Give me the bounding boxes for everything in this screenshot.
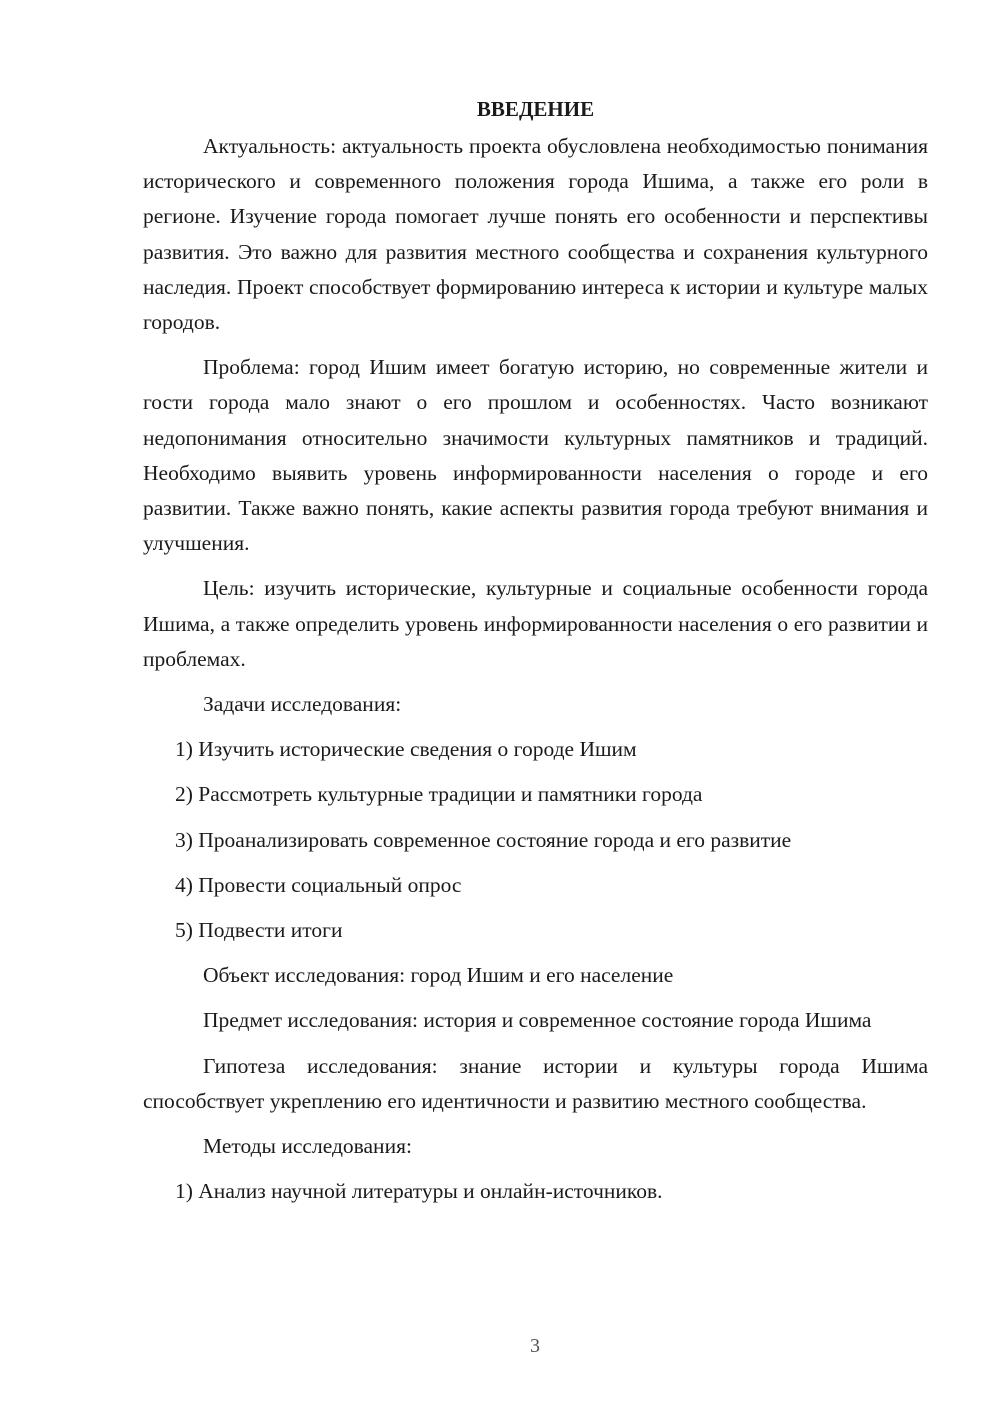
- document-page: [143, 92, 928, 1219]
- subject-paragraph: Предмет исследования: история и современное состояние города Ишима: [203, 1008, 872, 1033]
- relevance-paragraph: Актуальность: актуальность проекта обусловлена необходимостью понимания исторического и современного положения города Ишима, а также его роли в регионе. Изучение города помогает лучше понять его особенности и перспективы развития. Это важно для развития местного сообщества и сохранения культурного наследия. Проект способствует формированию интереса к истории и культуре малых городов.: [143, 134, 928, 335]
- section-heading: ВВЕДЕНИЕ: [476, 97, 595, 121]
- hypothesis-paragraph: Гипотеза исследования: знание истории и культуры города Ишима способствует укреплению его идентичности и развитию местного сообщества.: [143, 1053, 928, 1113]
- task-item-1: 1) Изучить исторические сведения о городе Ишим: [175, 737, 637, 762]
- tasks-heading: Задачи исследования:: [203, 692, 402, 717]
- object-paragraph: Объект исследования: город Ишим и его население: [203, 963, 674, 988]
- methods-heading: Методы исследования:: [203, 1134, 412, 1159]
- page-number: 3: [530, 1335, 540, 1357]
- task-item-2: 2) Рассмотреть культурные традиции и памятники города: [175, 782, 703, 807]
- task-item-5: 5) Подвести итоги: [175, 918, 343, 943]
- task-item-3: 3) Проанализировать современное состояние города и его развитие: [175, 827, 792, 852]
- task-item-4: 4) Провести социальный опрос: [175, 872, 462, 897]
- problem-paragraph: Проблема: город Ишим имеет богатую историю, но современные жители и гости города мало знают о его прошлом и особенностях. Часто возникают недопонимания относительно значимости культурных памятников и традиций. Необходимо выявить уровень информированности населения о городе и его развитии. Также важно понять, какие аспекты развития города требуют внимания и улучшения.: [143, 355, 928, 556]
- method-item-1: 1) Анализ научной литературы и онлайн-источников.: [175, 1179, 663, 1204]
- goal-paragraph: Цель: изучить исторические, культурные и социальные особенности города Ишима, а также определить уровень информированности населения о его развитии и проблемах.: [143, 576, 928, 671]
